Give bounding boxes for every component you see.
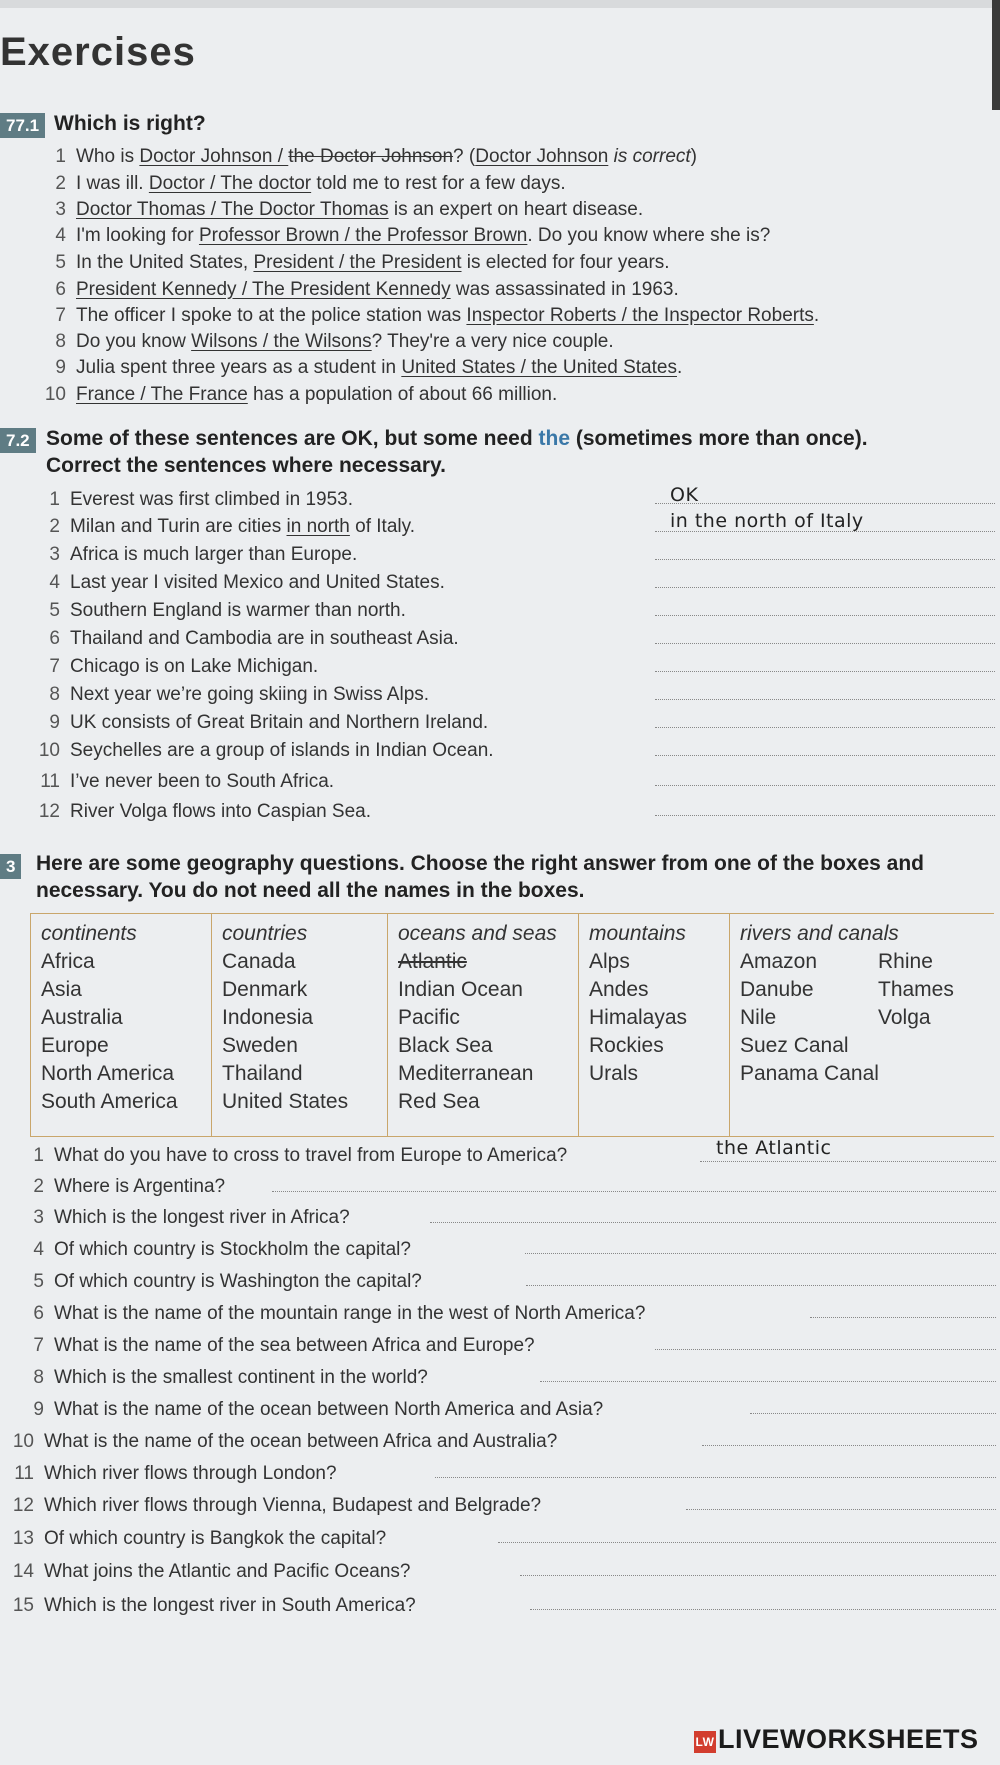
ex73-question-3: 3 Which is the longest river in Africa? [33, 1207, 350, 1228]
ex73-question-4: 4 Of which country is Stockholm the capital? [33, 1239, 411, 1260]
ex72-answer-line-11[interactable] [655, 784, 995, 786]
exercise-7-2-subheading: Correct the sentences where necessary. [46, 454, 446, 477]
ex73-answer-line-8[interactable] [540, 1380, 996, 1382]
ex71-item-8: 8 Do you know Wilsons / the Wilsons? They're a very nice couple. [55, 331, 614, 352]
ex73-question-9: 9 What is the name of the ocean between North America and Asia? [33, 1399, 604, 1420]
ex72-answer-line-7[interactable] [655, 670, 995, 672]
exercise-number-3: 3 [0, 854, 21, 879]
ex73-answer-line-5[interactable] [526, 1284, 996, 1286]
liveworksheets-logo: LW LIVEWORKSHEETS [695, 1724, 979, 1754]
ex73-answer-line-15[interactable] [530, 1608, 996, 1610]
box-continents: continents Africa Asia Australia Europe North America South America [31, 914, 212, 1137]
ex73-question-15: 15 Which is the longest river in South America? [12, 1595, 416, 1616]
ex72-answer-2[interactable]: in the north of Italy [670, 510, 864, 532]
exercise-77-1-heading: Which is right? [54, 112, 206, 135]
exercise-7-2-heading: Some of these sentences are OK, but some need the (sometimes more than once). [46, 427, 868, 450]
page-right-edge [992, 0, 1000, 110]
ex72-answer-line-1[interactable] [655, 502, 995, 504]
box-countries: countries Canada Denmark Indonesia Sweden Thailand United States [212, 914, 388, 1137]
ex73-answer-line-4[interactable] [525, 1252, 996, 1254]
liveworksheets-logo-icon: LW [694, 1731, 716, 1753]
exercise-3-subheading: necessary. You do not need all the names in the boxes. [36, 879, 585, 902]
ex73-question-8: 8 Which is the smallest continent in the world? [33, 1367, 428, 1388]
ex73-question-5: 5 Of which country is Washington the capital? [33, 1271, 422, 1292]
ex72-item-5: 5 Southern England is warmer than north. [49, 600, 406, 621]
ex73-answer-line-1[interactable] [700, 1160, 996, 1162]
ex73-question-13: 13 Of which country is Bangkok the capital? [12, 1528, 387, 1549]
box-oceans-and-seas: oceans and seas Atlantic Indian Ocean Pacific Black Sea Mediterranean Red Sea [388, 914, 579, 1137]
ex72-answer-line-6[interactable] [655, 642, 995, 644]
ex73-answer-line-12[interactable] [686, 1508, 996, 1510]
ex72-item-3: 3 Africa is much larger than Europe. [49, 544, 358, 565]
ex73-question-14: 14 What joins the Atlantic and Pacific Oceans? [12, 1561, 411, 1582]
page-title: Exercises [0, 30, 196, 74]
ex73-answer-line-7[interactable] [655, 1348, 996, 1350]
box-rivers-and-canals: rivers and canals Amazon Danube Nile Rhine Thames Volga Suez Canal Panama Canal [730, 914, 995, 1137]
ex71-item-10: 10 France / The France has a population of about 66 million. [44, 384, 558, 405]
ex73-question-1: 1 What do you have to cross to travel from Europe to America? [33, 1145, 568, 1166]
box-mountains: mountains Alps Andes Himalayas Rockies Urals [579, 914, 730, 1137]
ex72-item-11: 11 I’ve never been to South Africa. [40, 771, 335, 792]
ex71-item-7: 7 The officer I spoke to at the police station was Inspector Roberts / the Inspector Roberts. [55, 305, 820, 326]
ex72-answer-line-4[interactable] [655, 586, 995, 588]
ex73-question-7: 7 What is the name of the sea between Africa and Europe? [33, 1335, 535, 1356]
ex71-item-5: 5 In the United States, President / the President is elected for four years. [55, 252, 670, 273]
ex71-item-1: 1 Who is Doctor Johnson / the Doctor Johnson? (Doctor Johnson is correct) [55, 146, 697, 167]
exercise-3-heading: Here are some geography questions. Choose the right answer from one of the boxes and [36, 852, 925, 875]
ex73-answer-line-13[interactable] [498, 1541, 996, 1543]
ex71-item-9: 9 Julia spent three years as a student in United States / the United States. [55, 357, 683, 378]
ex73-question-6: 6 What is the name of the mountain range in the west of North America? [33, 1303, 646, 1324]
ex72-item-7: 7 Chicago is on Lake Michigan. [49, 656, 319, 677]
ex72-item-1: 1 Everest was first climbed in 1953. [49, 489, 354, 510]
ex71-item-2: 2 I was ill. Doctor / The doctor told me to rest for a few days. [55, 173, 566, 194]
ex71-item-4: 4 I'm looking for Professor Brown / the Professor Brown. Do you know where she is? [55, 225, 771, 246]
ex73-question-11: 11 Which river flows through London? [14, 1463, 337, 1484]
ex73-answer-line-3[interactable] [430, 1221, 996, 1223]
ex73-answer-line-10[interactable] [702, 1444, 996, 1446]
ex73-answer-line-2[interactable] [272, 1190, 996, 1192]
ex73-answer-line-11[interactable] [435, 1476, 996, 1478]
ex72-item-6: 6 Thailand and Cambodia are in southeast Asia. [49, 628, 459, 649]
ex71-item-6: 6 President Kennedy / The President Kennedy was assassinated in 1963. [55, 279, 679, 300]
exercise-number-77-1: 77.1 [0, 113, 45, 138]
page-top-edge [0, 0, 1000, 8]
ex72-answer-line-5[interactable] [655, 614, 995, 616]
ex72-answer-1[interactable]: OK [670, 484, 699, 506]
ex71-item-3: 3 Doctor Thomas / The Doctor Thomas is an expert on heart disease. [55, 199, 644, 220]
ex72-item-4: 4 Last year I visited Mexico and United States. [49, 572, 445, 593]
ex73-answer-line-14[interactable] [520, 1574, 996, 1576]
ex73-question-12: 12 Which river flows through Vienna, Budapest and Belgrade? [12, 1495, 542, 1516]
ex72-item-2: 2 Milan and Turin are cities in north of Italy. [49, 516, 415, 537]
ex72-item-12: 12 River Volga flows into Caspian Sea. [38, 801, 371, 822]
ex73-answer-line-6[interactable] [810, 1316, 996, 1318]
exercise-number-7-2: 7.2 [0, 428, 36, 453]
ex72-answer-line-8[interactable] [655, 698, 995, 700]
ex73-question-10: 10 What is the name of the ocean between Africa and Australia? [12, 1431, 558, 1452]
ex72-answer-line-3[interactable] [655, 558, 995, 560]
ex72-item-8: 8 Next year we’re going skiing in Swiss Alps. [49, 684, 430, 705]
ex73-answer-line-9[interactable] [750, 1412, 996, 1414]
ex72-item-9: 9 UK consists of Great Britain and Northern Ireland. [49, 712, 489, 733]
ex72-answer-line-12[interactable] [655, 814, 995, 816]
ex72-answer-line-9[interactable] [655, 726, 995, 728]
ex72-item-10: 10 Seychelles are a group of islands in Indian Ocean. [38, 740, 494, 761]
ex73-answer-1[interactable]: the Atlantic [716, 1137, 832, 1159]
names-boxes-table [30, 913, 994, 1137]
ex73-question-2: 2 Where is Argentina? [33, 1176, 226, 1197]
ex72-answer-line-10[interactable] [655, 754, 995, 756]
